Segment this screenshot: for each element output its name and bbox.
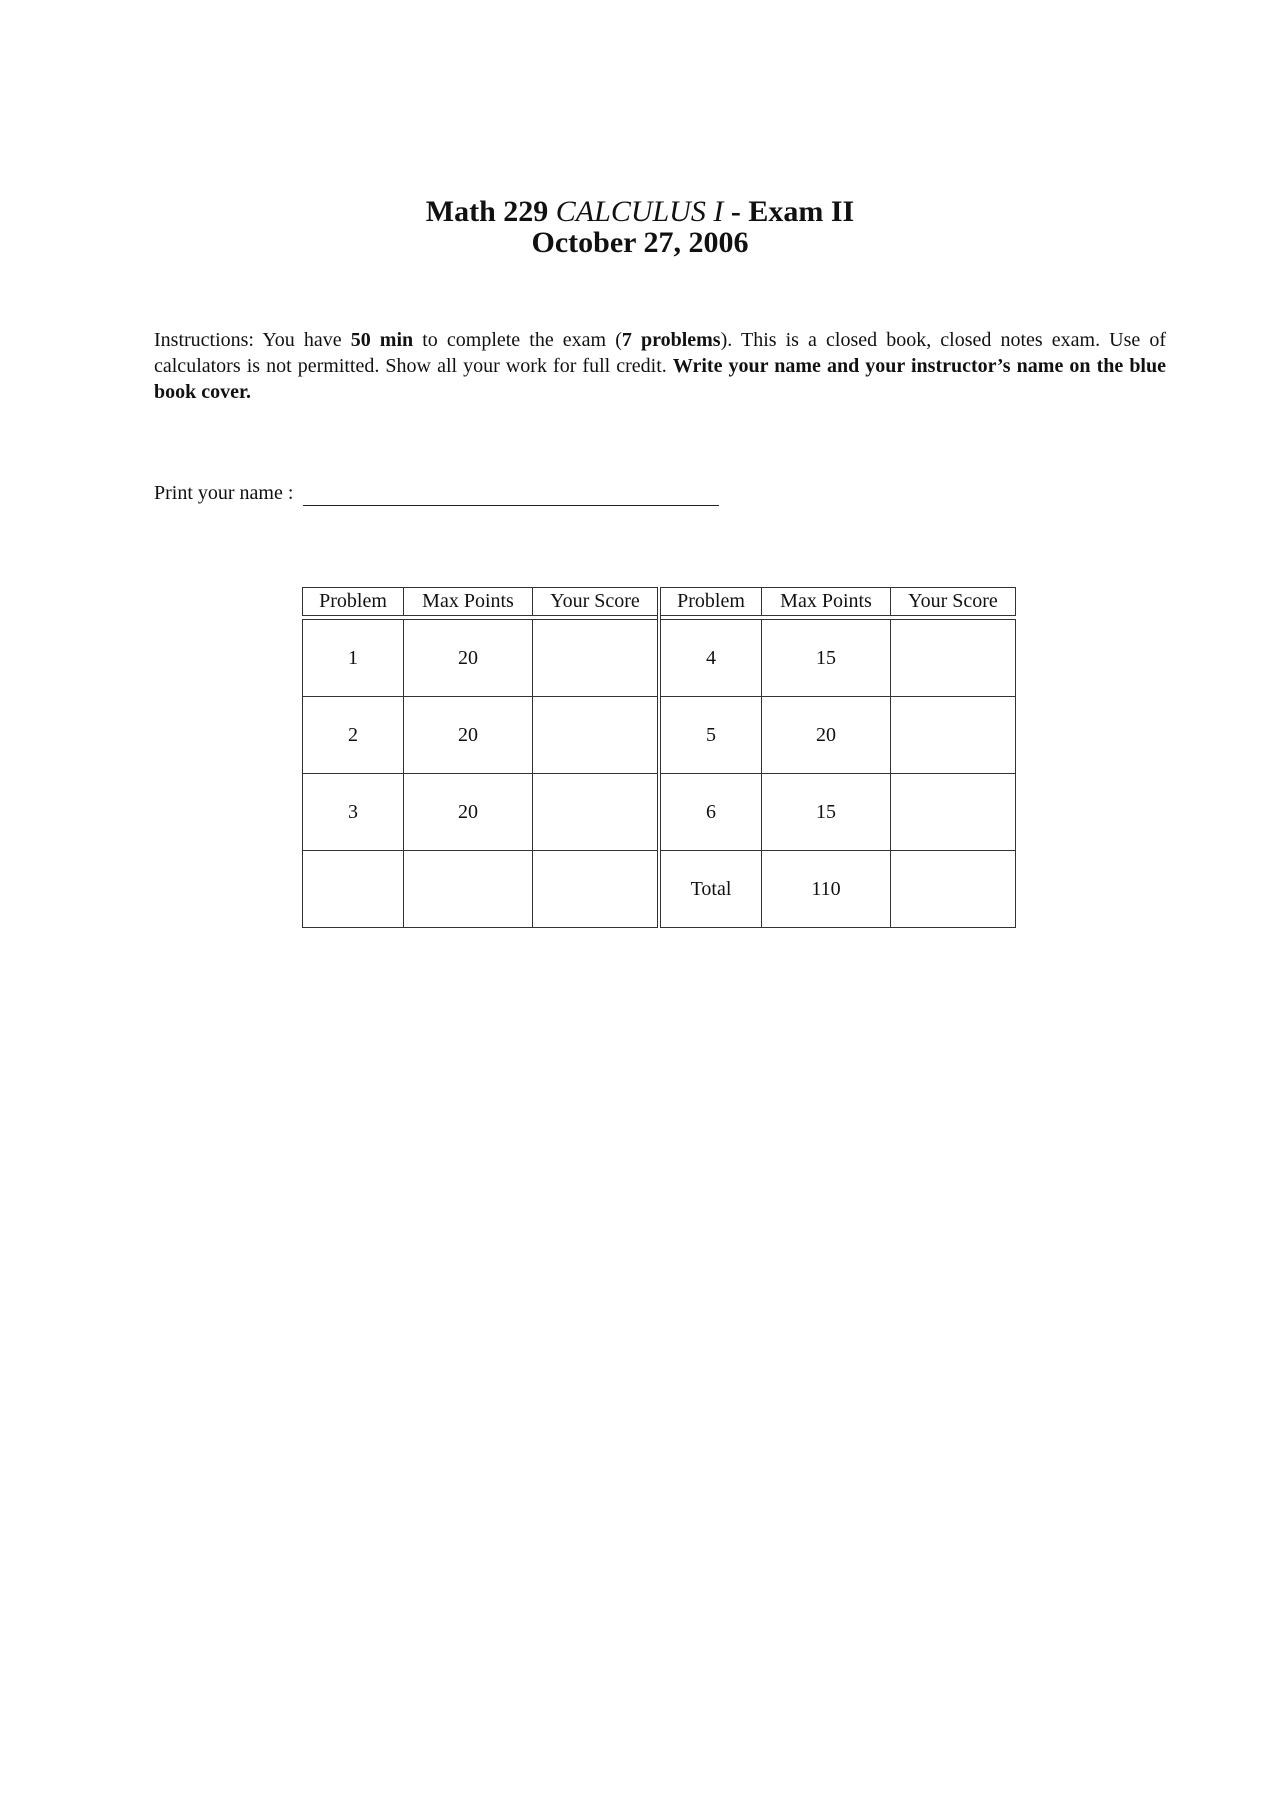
problem-number: 6 — [659, 774, 762, 851]
total-score-cell[interactable] — [891, 851, 1016, 928]
header-your-score-left: Your Score — [533, 588, 660, 616]
header-your-score-right: Your Score — [891, 588, 1016, 616]
instructions-paragraph — [154, 327, 1166, 405]
exam-title-line1 — [0, 196, 1280, 227]
problem-number: 4 — [659, 620, 762, 697]
problem-number: 5 — [659, 697, 762, 774]
exam-title — [0, 196, 1280, 258]
name-field — [154, 480, 719, 506]
table-row — [303, 697, 1016, 774]
score-table-header-row — [303, 588, 1016, 616]
total-row — [303, 851, 1016, 928]
problem-number: 1 — [303, 620, 404, 697]
empty-cell — [533, 851, 660, 928]
empty-cell — [404, 851, 533, 928]
score-cell[interactable] — [533, 697, 660, 774]
instructions-time: 50 min — [350, 329, 414, 351]
instructions-text-3: ). This is a closed book, closed notes exam. Use of calculators is not permitted. Show all your work for full credit. — [154, 329, 1167, 377]
max-points: 20 — [762, 697, 891, 774]
max-points: 20 — [404, 697, 533, 774]
header-problem-left: Problem — [303, 588, 404, 616]
total-max-points: 110 — [762, 851, 891, 928]
score-cell[interactable] — [891, 774, 1016, 851]
name-blank-line[interactable] — [303, 487, 719, 506]
instructions-problem-count: 7 problems — [621, 329, 721, 351]
score-cell[interactable] — [891, 620, 1016, 697]
max-points: 15 — [762, 774, 891, 851]
instructions-text-2: to complete the exam ( — [413, 329, 622, 351]
total-label: Total — [659, 851, 762, 928]
exam-date: October 27, 2006 — [531, 226, 749, 259]
max-points: 15 — [762, 620, 891, 697]
instructions-emphasis: Write your name and your instructor’s name on the blue book cover. — [154, 355, 1166, 403]
score-cell[interactable] — [533, 620, 660, 697]
header-max-points-right: Max Points — [762, 588, 891, 616]
name-label: Print your name : — [154, 482, 294, 504]
max-points: 20 — [404, 620, 533, 697]
problem-number: 3 — [303, 774, 404, 851]
empty-cell — [303, 851, 404, 928]
score-cell[interactable] — [533, 774, 660, 851]
course-number: Math 229 — [425, 195, 549, 228]
max-points: 20 — [404, 774, 533, 851]
course-title: CALCULUS I — [555, 195, 724, 228]
instructions-text-1: Instructions: You have — [154, 329, 351, 351]
exam-name: - Exam II — [730, 195, 855, 228]
header-max-points-left: Max Points — [404, 588, 533, 616]
table-row — [303, 620, 1016, 697]
table-row — [303, 774, 1016, 851]
score-table — [302, 587, 1016, 928]
problem-number: 2 — [303, 697, 404, 774]
score-cell[interactable] — [891, 697, 1016, 774]
header-problem-right: Problem — [659, 588, 762, 616]
